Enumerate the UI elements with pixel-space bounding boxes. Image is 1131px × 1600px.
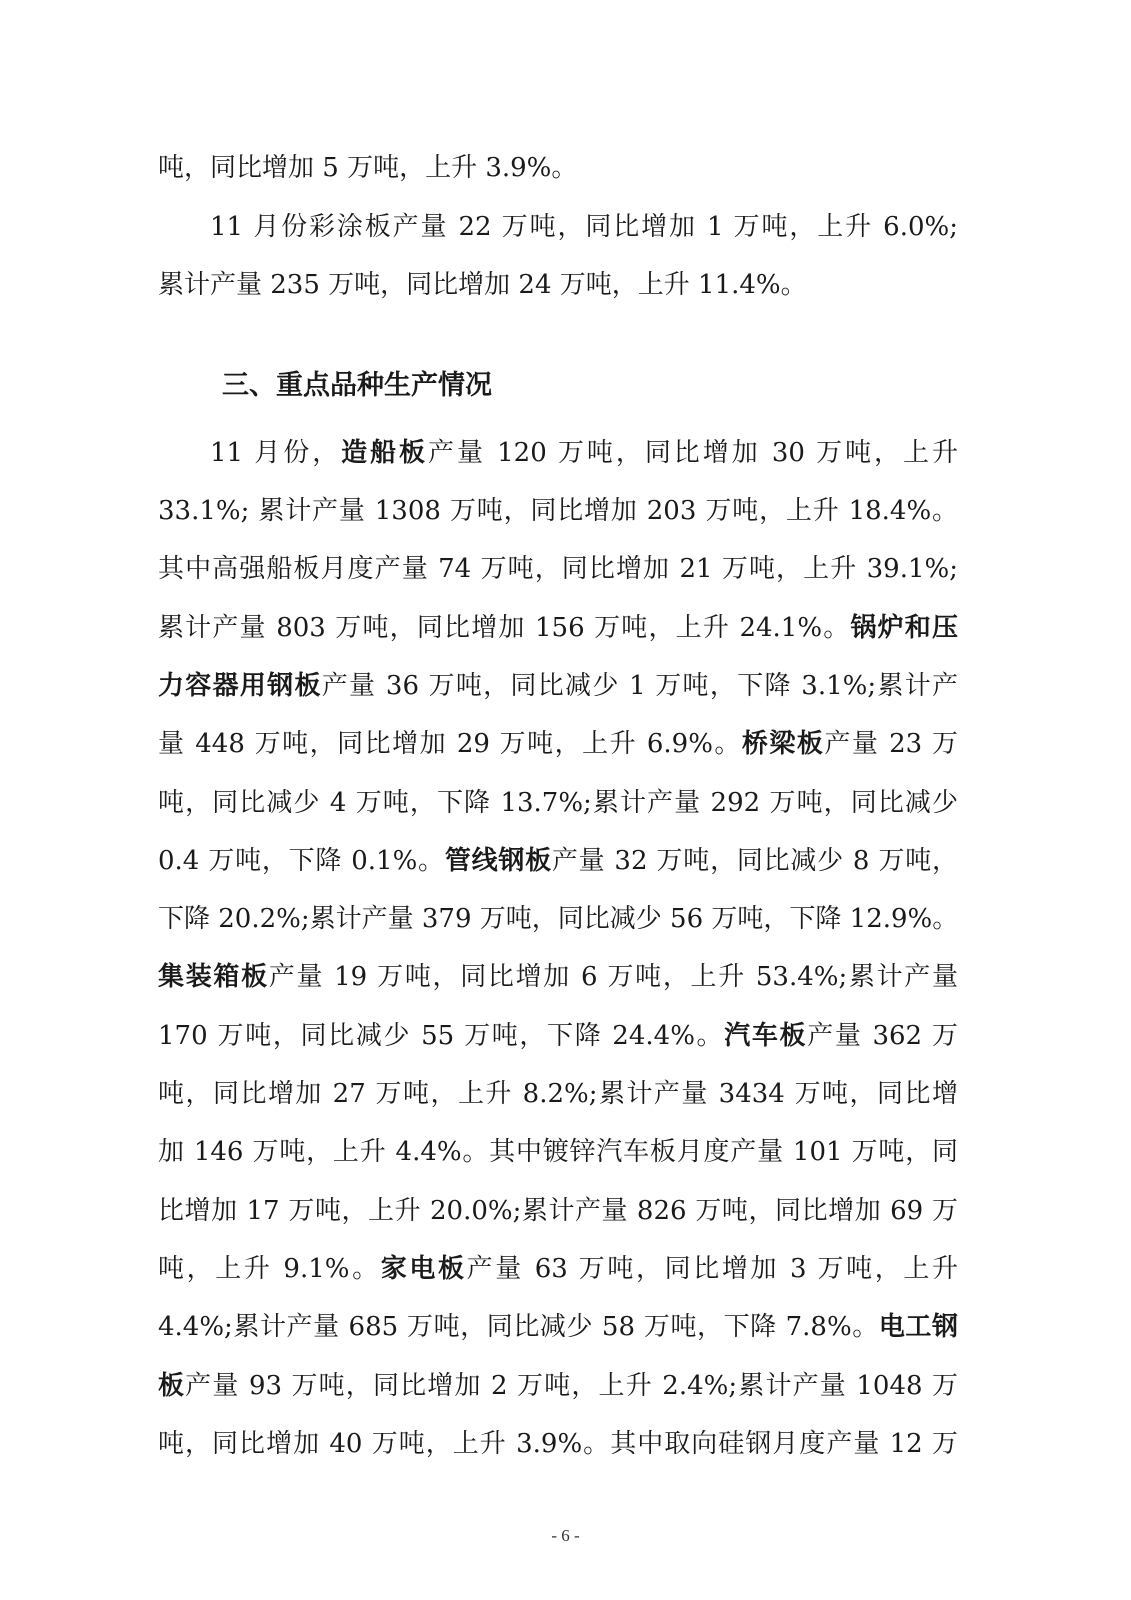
term-pipeline-steel-plate: 管线钢板 [444,846,552,876]
body-line-7: 吨，同比减少 4 万吨，下降 13.7%;累计产量 292 万吨，同比减少 [158,788,958,818]
term-automotive-plate: 汽车板 [724,1021,808,1051]
term-shipbuilding-plate: 造船板 [341,438,429,468]
body-line-5: 力容器用钢板产量 36 万吨，同比减少 1 万吨，下降 3.1%;累计产 [158,671,958,701]
body-line-3: 其中高强船板月度产量 74 万吨，同比增加 21 万吨，上升 39.1%; [158,554,958,584]
body-line-10: 集装箱板产量 19 万吨，同比增加 6 万吨，上升 53.4%;累计产量 [158,962,958,992]
coated-paragraph-line-2: 累计产量 235 万吨，同比增加 24 万吨，上升 11.4%。 [158,270,807,300]
body-line-16: 4.4%;累计产量 685 万吨，同比减少 58 万吨，下降 7.8%。电工钢 [158,1312,958,1342]
page-number: - 6 - [551,1526,580,1545]
body-line-2: 33.1%; 累计产量 1308 万吨，同比增加 203 万吨，上升 18.4%。 [158,496,958,526]
body-line-1: 11 月份，造船板产量 120 万吨，同比增加 30 万吨，上升 [210,438,958,468]
term-container-plate: 集装箱板 [158,962,269,992]
term-electrical-steel-plate: 电工钢 [878,1312,958,1342]
coated-paragraph-line-1: 11 月份彩涂板产量 22 万吨，同比增加 1 万吨，上升 6.0%; [210,212,958,242]
body-line-11: 170 万吨，同比减少 55 万吨，下降 24.4%。汽车板产量 362 万 [158,1021,958,1051]
body-line-12: 吨，同比增加 27 万吨，上升 8.2%;累计产量 3434 万吨，同比增 [158,1079,958,1109]
term-electrical-steel-plate-cont: 板 [158,1371,186,1401]
body-line-14: 比增加 17 万吨，上升 20.0%;累计产量 826 万吨，同比增加 69 万 [158,1196,958,1226]
body-line-8: 0.4 万吨，下降 0.1%。管线钢板产量 32 万吨，同比减少 8 万吨， [158,846,959,876]
body-line-18: 吨，同比增加 40 万吨，上升 3.9%。其中取向硅钢月度产量 12 万 [158,1429,958,1459]
section-heading: 三、重点品种生产情况 [222,370,492,401]
body-line-6: 量 448 万吨，同比增加 29 万吨，上升 6.9%。桥梁板产量 23 万 [158,729,958,759]
prev-paragraph-line-1: 吨，同比增加 5 万吨，上升 3.9%。 [158,153,578,183]
body-line-15: 吨，上升 9.1%。家电板产量 63 万吨，同比增加 3 万吨，上升 [158,1254,958,1284]
term-boiler-pressure-vessel-plate: 锅炉和压 [850,613,958,643]
term-boiler-pressure-vessel-plate-cont: 力容器用钢板 [158,671,322,701]
body-line-9: 下降 20.2%;累计产量 379 万吨，同比减少 56 万吨，下降 12.9%。 [158,904,959,934]
body-line-4: 累计产量 803 万吨，同比增加 156 万吨，上升 24.1%。锅炉和压 [158,613,958,643]
term-appliance-plate: 家电板 [380,1254,467,1284]
body-line-17: 板产量 93 万吨，同比增加 2 万吨，上升 2.4%;累计产量 1048 万 [158,1371,958,1401]
body-line-13: 加 146 万吨，上升 4.4%。其中镀锌汽车板月度产量 101 万吨，同 [158,1137,958,1167]
term-bridge-plate: 桥梁板 [741,729,825,759]
